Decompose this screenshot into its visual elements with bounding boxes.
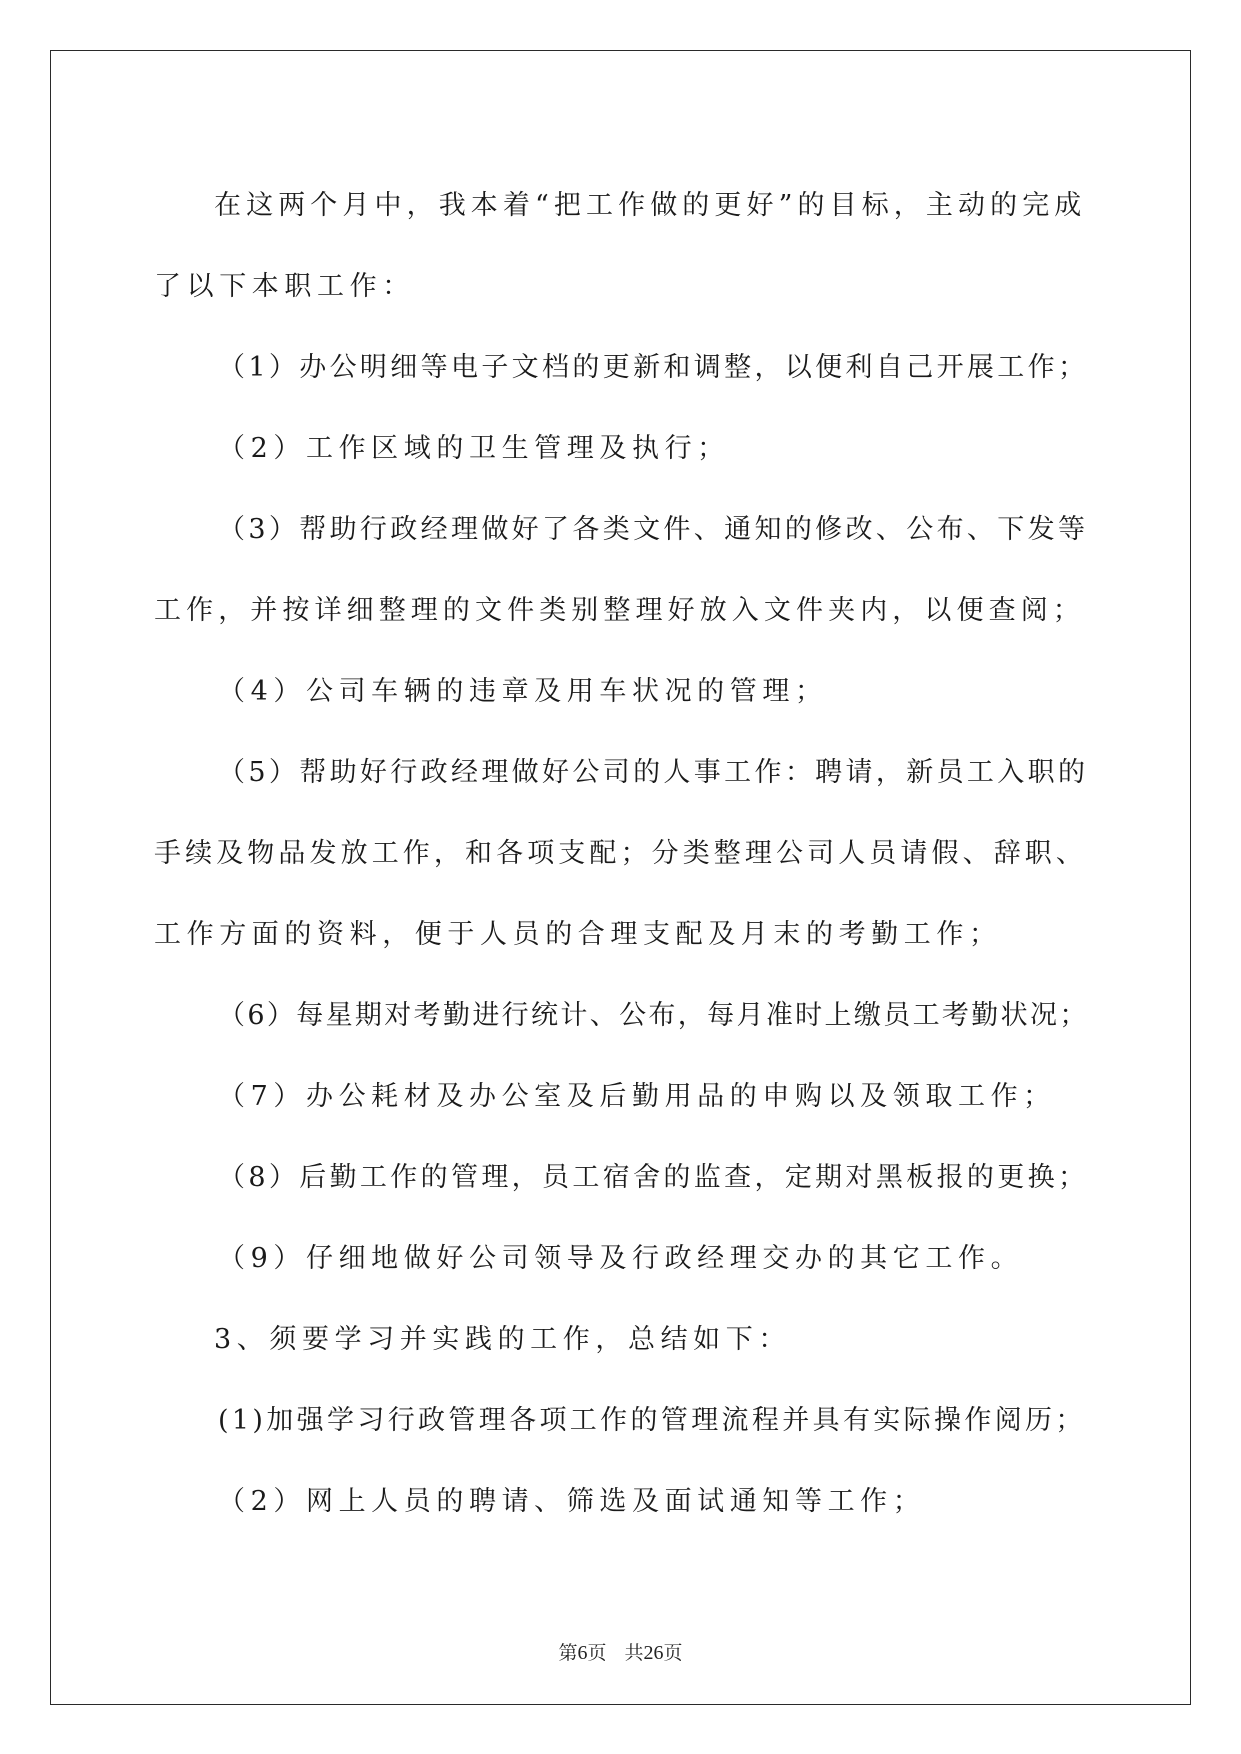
list-item-5-line-3: 工作方面的资料，便于人员的合理支配及月末的考勤工作； — [154, 919, 1002, 950]
page-total: 26 — [643, 1642, 664, 1664]
paragraph-intro-line-1: 在这两个月中，我本着“把工作做的更好”的目标，主动的完成 — [214, 190, 1087, 221]
list-item-6: （6）每星期对考勤进行统计、公布，每月准时上缴员工考勤状况； — [218, 1000, 1089, 1031]
paragraph-intro-line-2: 了以下本职工作： — [154, 271, 415, 302]
list-item-5-line-1: （5）帮助好行政经理做好公司的人事工作：聘请，新员工入职的 — [218, 757, 1089, 788]
total-prefix: 共 — [624, 1643, 644, 1664]
document-body — [154, 165, 1090, 1542]
section-heading-3: 3、须要学习并实践的工作，总结如下： — [214, 1324, 791, 1355]
page-current: 6 — [577, 1642, 588, 1664]
list-item-2: （2）工作区域的卫生管理及执行； — [218, 433, 730, 464]
list-item-1: （1）办公明细等电子文档的更新和调整，以便利自己开展工作； — [218, 352, 1089, 383]
list-item-4: （4）公司车辆的违章及用车状况的管理； — [218, 676, 828, 707]
list-item-3-line-1: （3）帮助行政经理做好了各类文件、通知的修改、公布、下发等 — [218, 514, 1089, 545]
list-item-5-line-2: 手续及物品发放工作，和各项支配；分类整理公司人员请假、辞职、 — [154, 838, 1087, 869]
list-item-3-line-2: 工作，并按详细整理的文件类别整理好放入文件夹内，以便查阅； — [154, 595, 1085, 626]
page-footer — [0, 1638, 1241, 1665]
page-unit: 页 — [587, 1643, 607, 1664]
page-prefix: 第 — [558, 1643, 578, 1664]
list-item-7: （7）办公耗材及办公室及后勤用品的申购以及领取工作； — [218, 1081, 1056, 1112]
learning-item-2: （2）网上人员的聘请、筛选及面试通知等工作； — [218, 1486, 926, 1517]
total-unit: 页 — [663, 1643, 683, 1664]
list-item-9: （9）仔细地做好公司领导及行政经理交办的其它工作。 — [218, 1243, 1024, 1274]
learning-item-1: (1)加强学习行政管理各项工作的管理流程并具有实际操作阅历； — [218, 1405, 1086, 1436]
list-item-8: （8）后勤工作的管理，员工宿舍的监查，定期对黑板报的更换； — [218, 1162, 1089, 1193]
